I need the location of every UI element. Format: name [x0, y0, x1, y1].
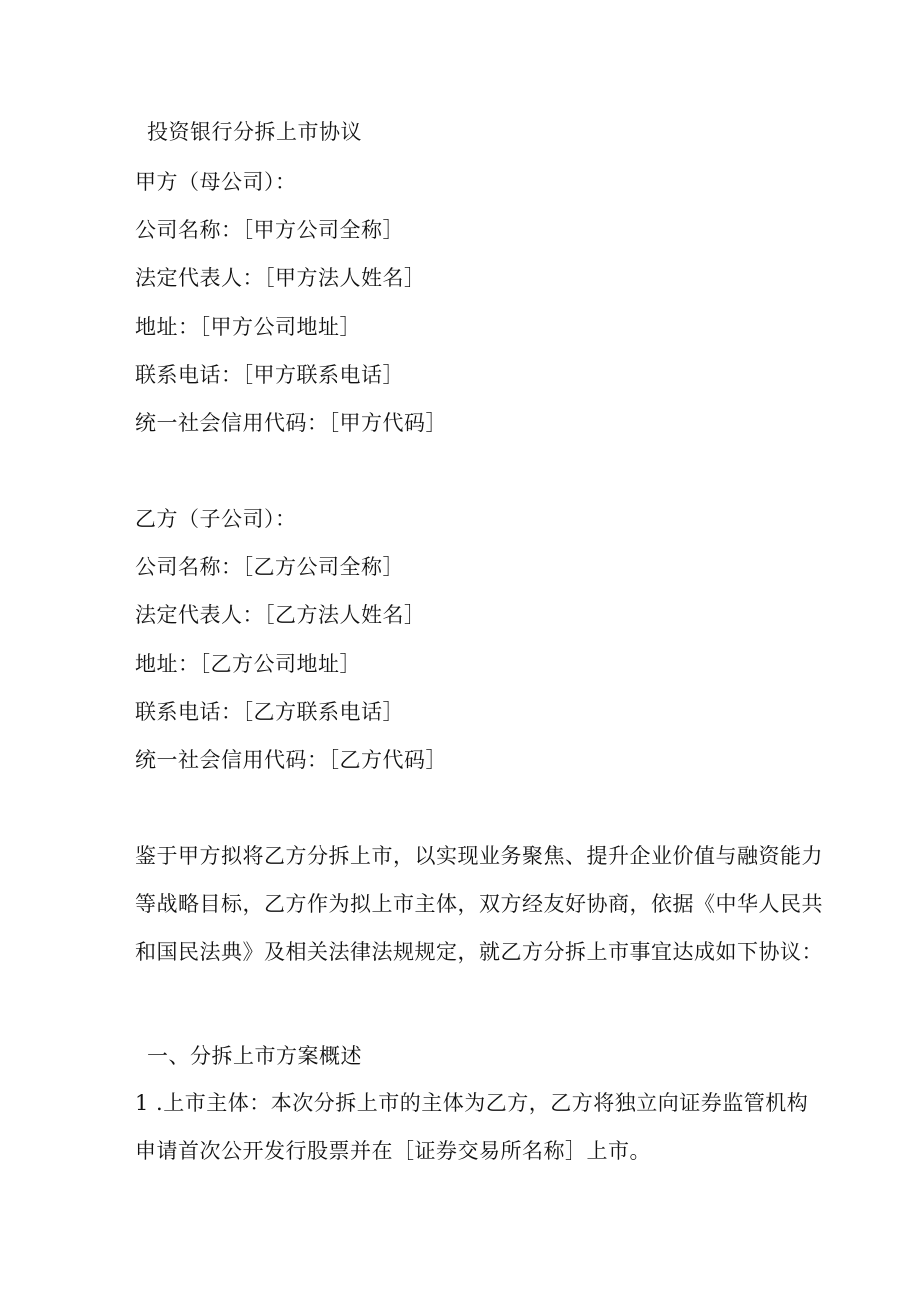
preamble-line-1: 鉴于甲方拟将乙方分拆上市，以实现业务聚焦、提升企业价值与融资能力: [135, 844, 823, 868]
party-a-credit-code: 统一社会信用代码：［甲方代码］: [135, 411, 447, 435]
party-b-address: 地址：［乙方公司地址］: [135, 652, 361, 676]
party-b-phone: 联系电话：［乙方联系电话］: [135, 700, 404, 724]
preamble-line-3: 和国民法典》及相关法律法规规定，就乙方分拆上市事宜达成如下协议：: [135, 940, 823, 964]
party-a-phone: 联系电话：［甲方联系电话］: [135, 363, 404, 387]
party-a-heading: 甲方（母公司）：: [135, 170, 297, 194]
section-1-item-1-line-2: 申请首次公开发行股票并在［证券交易所名称］上市。: [135, 1139, 651, 1163]
party-a-address: 地址：［甲方公司地址］: [135, 315, 361, 339]
party-a-company-name: 公司名称：［甲方公司全称］: [135, 218, 404, 242]
party-b-legal-rep: 法定代表人：［乙方法人姓名］: [135, 603, 426, 627]
document-title: 投资银行分拆上市协议: [147, 120, 362, 144]
party-b-heading: 乙方（子公司）：: [135, 507, 297, 531]
party-b-credit-code: 统一社会信用代码：［乙方代码］: [135, 748, 447, 772]
section-1-item-1-line-1: 1 .上市主体：本次分拆上市的主体为乙方，乙方将独立向证券监管机构: [135, 1091, 809, 1115]
party-b-company-name: 公司名称：［乙方公司全称］: [135, 555, 404, 579]
section-1-heading: 一、分拆上市方案概述: [147, 1044, 362, 1068]
preamble-line-2: 等战略目标，乙方作为拟上市主体，双方经友好协商，依据《中华人民共: [135, 892, 823, 916]
party-a-legal-rep: 法定代表人：［甲方法人姓名］: [135, 266, 426, 290]
